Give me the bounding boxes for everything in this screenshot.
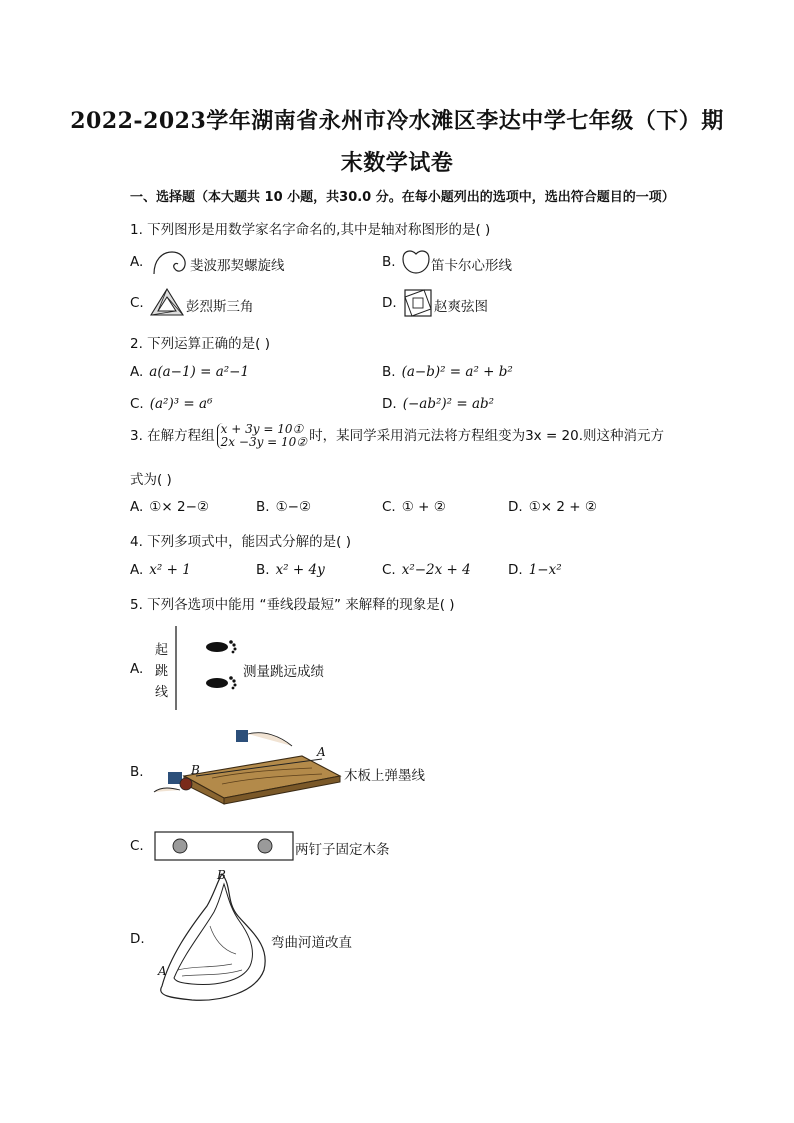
option-text: ①× 2−② xyxy=(149,499,210,515)
option-label: C. xyxy=(382,562,396,578)
point-b-label: B xyxy=(191,763,200,777)
page-title-line1: 2022-2023学年湖南省永州市冷水滩区李达中学七年级（下）期 xyxy=(70,108,724,134)
option-text: 1−x² xyxy=(528,562,562,578)
option-label: A. xyxy=(130,254,144,270)
footprint-icon xyxy=(206,640,237,689)
page-title-line2: 末数学试卷 xyxy=(340,150,454,176)
q5-option-a-text: 测量跳远成绩 xyxy=(243,664,324,680)
option-label: A. xyxy=(130,562,144,578)
option-text: (−ab²)² = ab² xyxy=(402,396,495,412)
q1-option-b[interactable] xyxy=(382,254,402,270)
q5-option-d-text: 弯曲河道改直 xyxy=(271,935,352,951)
river-point-b-label: B xyxy=(217,868,226,882)
question-2-stem: 2. 下列运算正确的是( ) xyxy=(130,336,270,352)
q5-option-d[interactable] xyxy=(130,931,151,947)
q1-option-c[interactable] xyxy=(130,295,150,311)
option-label: D. xyxy=(508,562,523,578)
takeoff-line-label xyxy=(155,640,168,703)
option-label: C. xyxy=(130,295,144,311)
q3-option-b[interactable] xyxy=(256,499,311,515)
question-3-stem-line2: 式为( ) xyxy=(130,472,172,488)
q1-option-b-text: 笛卡尔心形线 xyxy=(431,258,512,274)
option-label: A. xyxy=(130,661,144,677)
option-label: A. xyxy=(130,499,144,515)
option-label: C. xyxy=(130,838,144,854)
takeoff-line-char: 线 xyxy=(155,685,169,700)
river-point-a-label: A xyxy=(158,964,167,978)
q1-option-d-text: 赵爽弦图 xyxy=(434,299,488,315)
option-text: x² + 1 xyxy=(149,562,191,578)
stem-text: 3. 在解方程组 xyxy=(130,428,215,444)
option-text: ①−② xyxy=(275,499,312,515)
option-label: D. xyxy=(382,295,397,311)
q4-option-d[interactable] xyxy=(508,562,562,578)
fibonacci-spiral-icon xyxy=(152,250,188,276)
option-label: D. xyxy=(130,931,145,947)
q1-option-c-text: 彭烈斯三角 xyxy=(186,299,254,315)
q1-option-a-text: 斐波那契螺旋线 xyxy=(190,258,285,274)
q4-option-b[interactable] xyxy=(256,562,325,578)
wood-board-ink-line-figure xyxy=(152,726,344,804)
takeoff-line-char: 起 xyxy=(155,643,169,658)
penrose-triangle-icon xyxy=(150,288,184,316)
question-3-stem xyxy=(130,423,664,449)
cardioid-icon xyxy=(402,249,430,275)
wooden-strip-two-nails-figure xyxy=(154,831,294,861)
q5-option-b[interactable] xyxy=(130,764,150,780)
point-a-label: A xyxy=(317,745,326,759)
option-text: (a−b)² = a² + b² xyxy=(401,364,513,380)
option-text: ① + ② xyxy=(401,499,446,515)
option-label: D. xyxy=(508,499,523,515)
q5-option-b-text: 木板上弹墨线 xyxy=(344,768,425,784)
nail-icon xyxy=(173,839,187,853)
option-label: B. xyxy=(130,764,144,780)
q2-option-b[interactable] xyxy=(382,364,513,380)
q1-option-d[interactable] xyxy=(382,295,403,311)
equation-system xyxy=(217,423,307,449)
q5-option-a[interactable] xyxy=(130,661,149,677)
option-text: a(a−1) = a²−1 xyxy=(149,364,250,380)
option-label: D. xyxy=(382,396,397,412)
question-4-stem: 4. 下列多项式中，能因式分解的是( ) xyxy=(130,534,351,550)
zhao-shuang-chord-diagram-icon xyxy=(404,289,432,317)
option-label: B. xyxy=(256,562,270,578)
option-label: A. xyxy=(130,364,144,380)
q3-option-d[interactable] xyxy=(508,499,597,515)
q1-option-a[interactable] xyxy=(130,254,149,270)
option-label: B. xyxy=(256,499,270,515)
question-1-stem: 1. 下列图形是用数学家名字命名的,其中是轴对称图形的是( ) xyxy=(130,222,491,238)
section-heading: 一、选择题（本大题共 10 小题，共30.0 分。在每小题列出的选项中，选出符合题目的一项） xyxy=(130,190,675,205)
q2-option-a[interactable] xyxy=(130,364,249,380)
q4-option-a[interactable] xyxy=(130,562,191,578)
q2-option-c[interactable] xyxy=(130,396,212,412)
q2-option-d[interactable] xyxy=(382,396,494,412)
option-text: x²−2x + 4 xyxy=(401,562,471,578)
equation-1: x + 3y = 10① xyxy=(220,422,304,436)
option-text: (a²)³ = a⁶ xyxy=(149,396,213,412)
equation-2: 2x −3y = 10② xyxy=(220,435,308,449)
q5-option-c-text: 两钉子固定木条 xyxy=(295,842,390,858)
option-label: C. xyxy=(130,396,144,412)
long-jump-figure xyxy=(172,626,244,712)
option-text: ①× 2 + ② xyxy=(528,499,597,515)
question-5-stem: 5. 下列各选项中能用 “垂线段最短” 来解释的现象是( ) xyxy=(130,597,455,613)
option-text: x² + 4y xyxy=(275,562,325,578)
option-label: B. xyxy=(382,364,396,380)
q4-option-c[interactable] xyxy=(382,562,471,578)
option-label: C. xyxy=(382,499,396,515)
takeoff-line-char: 跳 xyxy=(155,664,169,679)
stem-text: 时，某同学采用消元法将方程组变为3x = 20.则这种消元方 xyxy=(309,428,665,444)
q3-option-c[interactable] xyxy=(382,499,446,515)
curved-river-figure xyxy=(152,866,274,1006)
q5-option-c[interactable] xyxy=(130,838,150,854)
nail-icon xyxy=(258,839,272,853)
option-label: B. xyxy=(382,254,396,270)
q3-option-a[interactable] xyxy=(130,499,209,515)
